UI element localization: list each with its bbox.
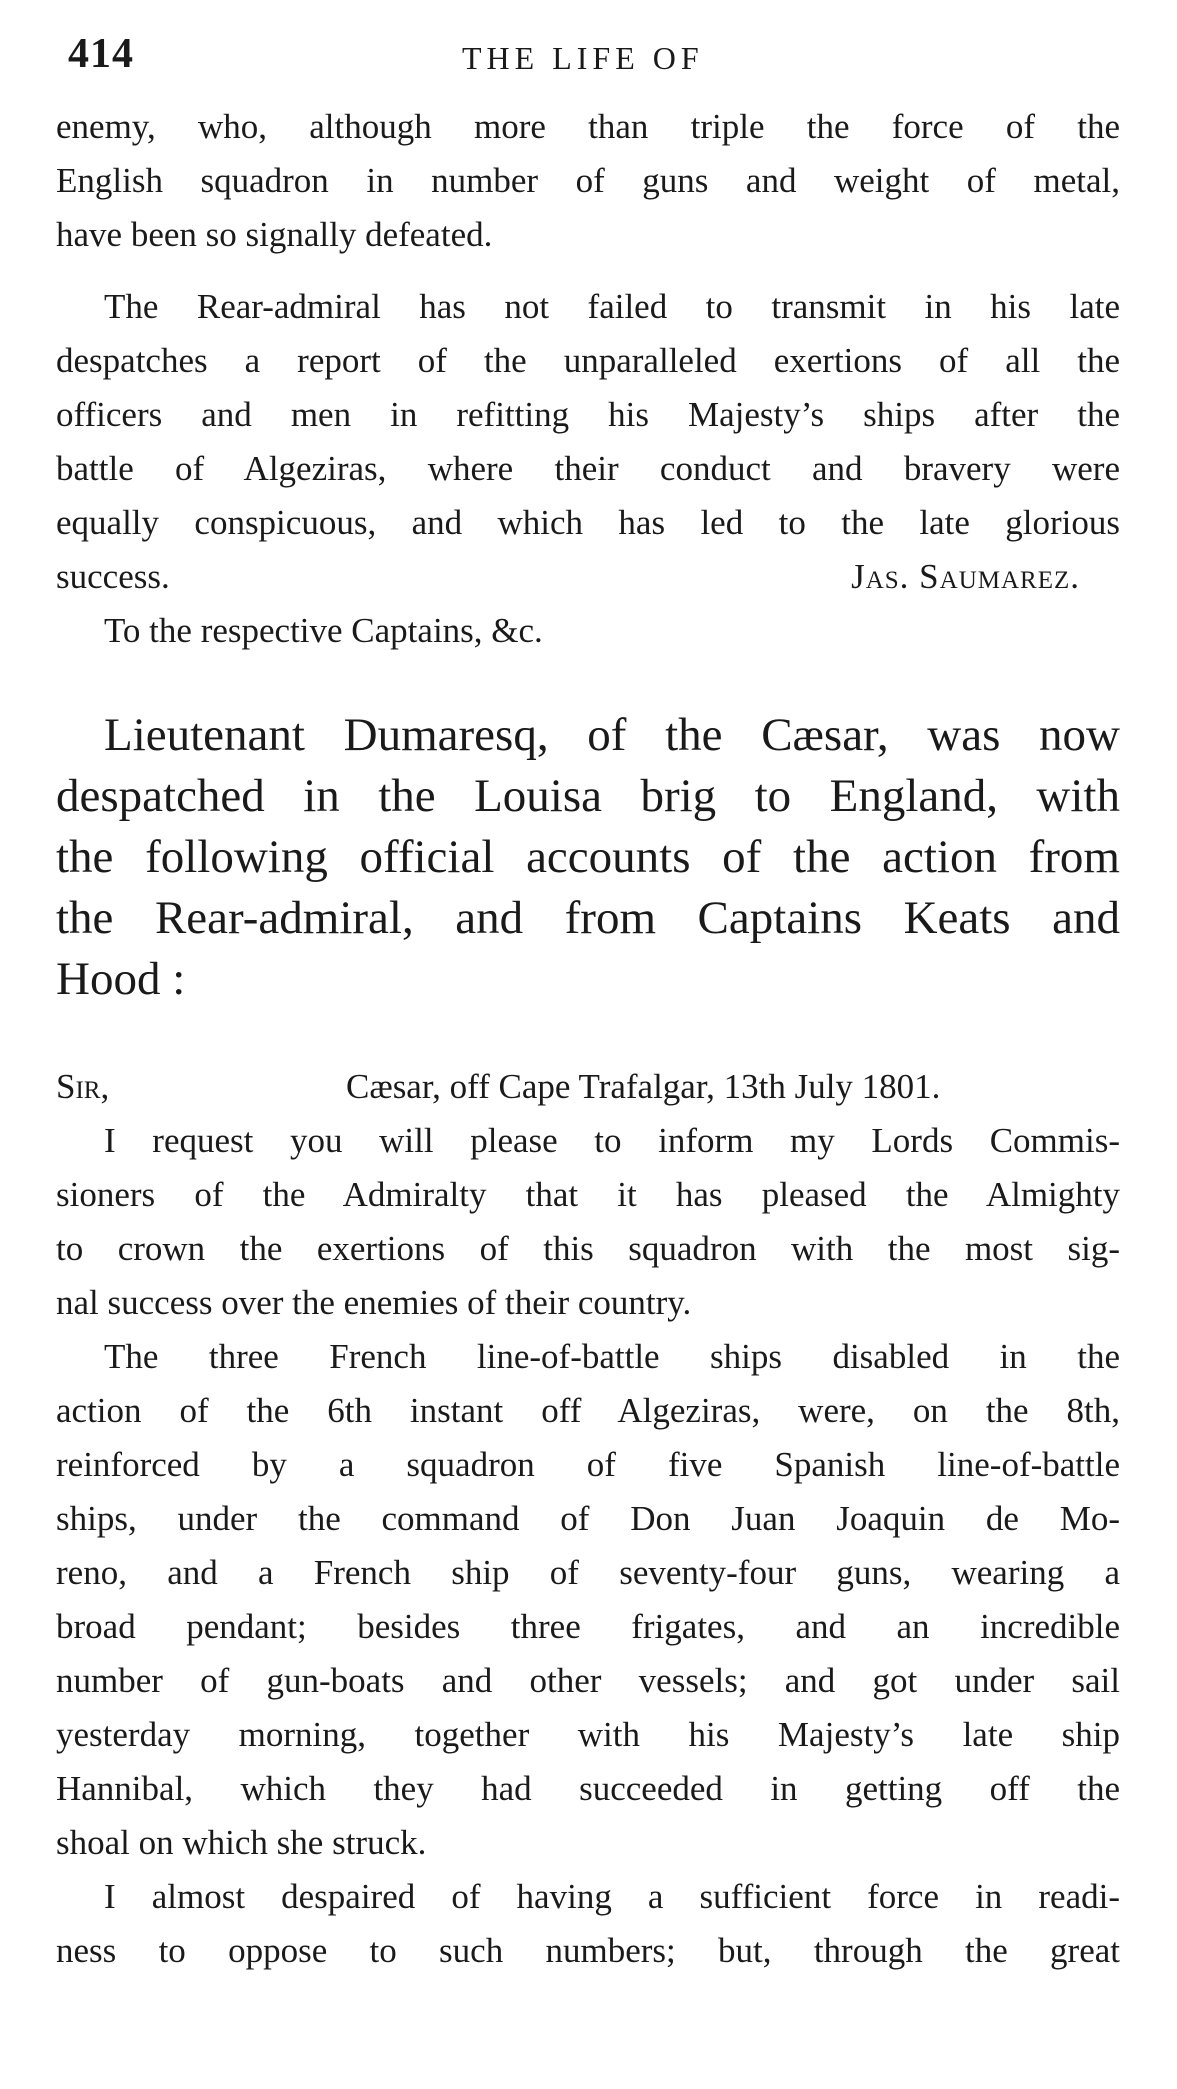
- letter-paragraph-2: [56, 1330, 1120, 1870]
- paragraph-enemy-defeated: [56, 100, 1120, 262]
- text-line: have been so signally defeated.: [56, 215, 493, 254]
- text-line: I request you will please to inform my Lords Commis-: [104, 1121, 1120, 1160]
- text-line: English squadron in number of guns and weight of metal,: [56, 161, 1120, 200]
- text-line: Hannibal, which they had succeeded in getting off the: [56, 1769, 1120, 1808]
- text-line: sioners of the Admiralty that it has pleased the Almighty: [56, 1175, 1120, 1214]
- text-line: reno, and a French ship of seventy-four guns, wearing a: [56, 1553, 1120, 1592]
- dateline: Cæsar, off Cape Trafalgar, 13th July 1801.: [346, 1067, 941, 1106]
- running-header: [0, 30, 1177, 90]
- text-line: the following official accounts of the action from: [56, 831, 1120, 883]
- running-title: THE LIFE OF: [462, 40, 704, 76]
- text-line: success.: [56, 557, 170, 596]
- letter-header: [56, 1060, 1120, 1114]
- text-line: Hood :: [56, 953, 186, 1005]
- signature-row: [56, 550, 1120, 604]
- paragraph-rear-admiral: [56, 280, 1120, 658]
- page-number: 414: [68, 31, 134, 77]
- text-line: the Rear-admiral, and from Captains Keats and: [56, 892, 1120, 944]
- text-line: enemy, who, although more than triple the force of the: [56, 107, 1120, 146]
- text-line: battle of Algeziras, where their conduct and bravery were: [56, 449, 1120, 488]
- text-line: ships, under the command of Don Juan Joaquin de Mo-: [56, 1499, 1120, 1538]
- text-line: I almost despaired of having a sufficient force in readi-: [104, 1877, 1120, 1916]
- signature: Jas. Saumarez.: [851, 557, 1080, 596]
- letter: [56, 1060, 1120, 1978]
- text-line: ness to oppose to such numbers; but, through the great: [56, 1931, 1120, 1970]
- text-line: Lieutenant Dumaresq, of the Cæsar, was now: [104, 709, 1120, 761]
- text-line: The Rear-admiral has not failed to transmit in his late: [104, 287, 1120, 326]
- text-line: number of gun-boats and other vessels; and got under sail: [56, 1661, 1120, 1700]
- text-line: broad pendant; besides three frigates, and an incredible: [56, 1607, 1120, 1646]
- text-line: to crown the exertions of this squadron with the most sig-: [56, 1229, 1120, 1268]
- text-line: equally conspicuous, and which has led to the late glorious: [56, 503, 1120, 542]
- text-line: action of the 6th instant off Algeziras, were, on the 8th,: [56, 1391, 1120, 1430]
- text-line: shoal on which she struck.: [56, 1823, 427, 1862]
- letter-paragraph-3: [56, 1870, 1120, 1978]
- text-line: reinforced by a squadron of five Spanish line-of-battle: [56, 1445, 1120, 1484]
- text-line: The three French line-of-battle ships disabled in the: [104, 1337, 1120, 1376]
- text-line: despatches a report of the unparalleled exertions of all the: [56, 341, 1120, 380]
- letter-paragraph-1: [56, 1114, 1120, 1330]
- text-line: officers and men in refitting his Majesty’s ships after the: [56, 395, 1120, 434]
- text-line: yesterday morning, together with his Majesty’s late ship: [56, 1715, 1120, 1754]
- text-line: nal success over the enemies of their country.: [56, 1283, 692, 1322]
- text-line: despatched in the Louisa brig to England, with: [56, 770, 1120, 822]
- address-line: To the respective Captains, &c.: [104, 611, 543, 650]
- salutation: Sir,: [56, 1067, 110, 1106]
- narrative-paragraph: [56, 705, 1120, 1010]
